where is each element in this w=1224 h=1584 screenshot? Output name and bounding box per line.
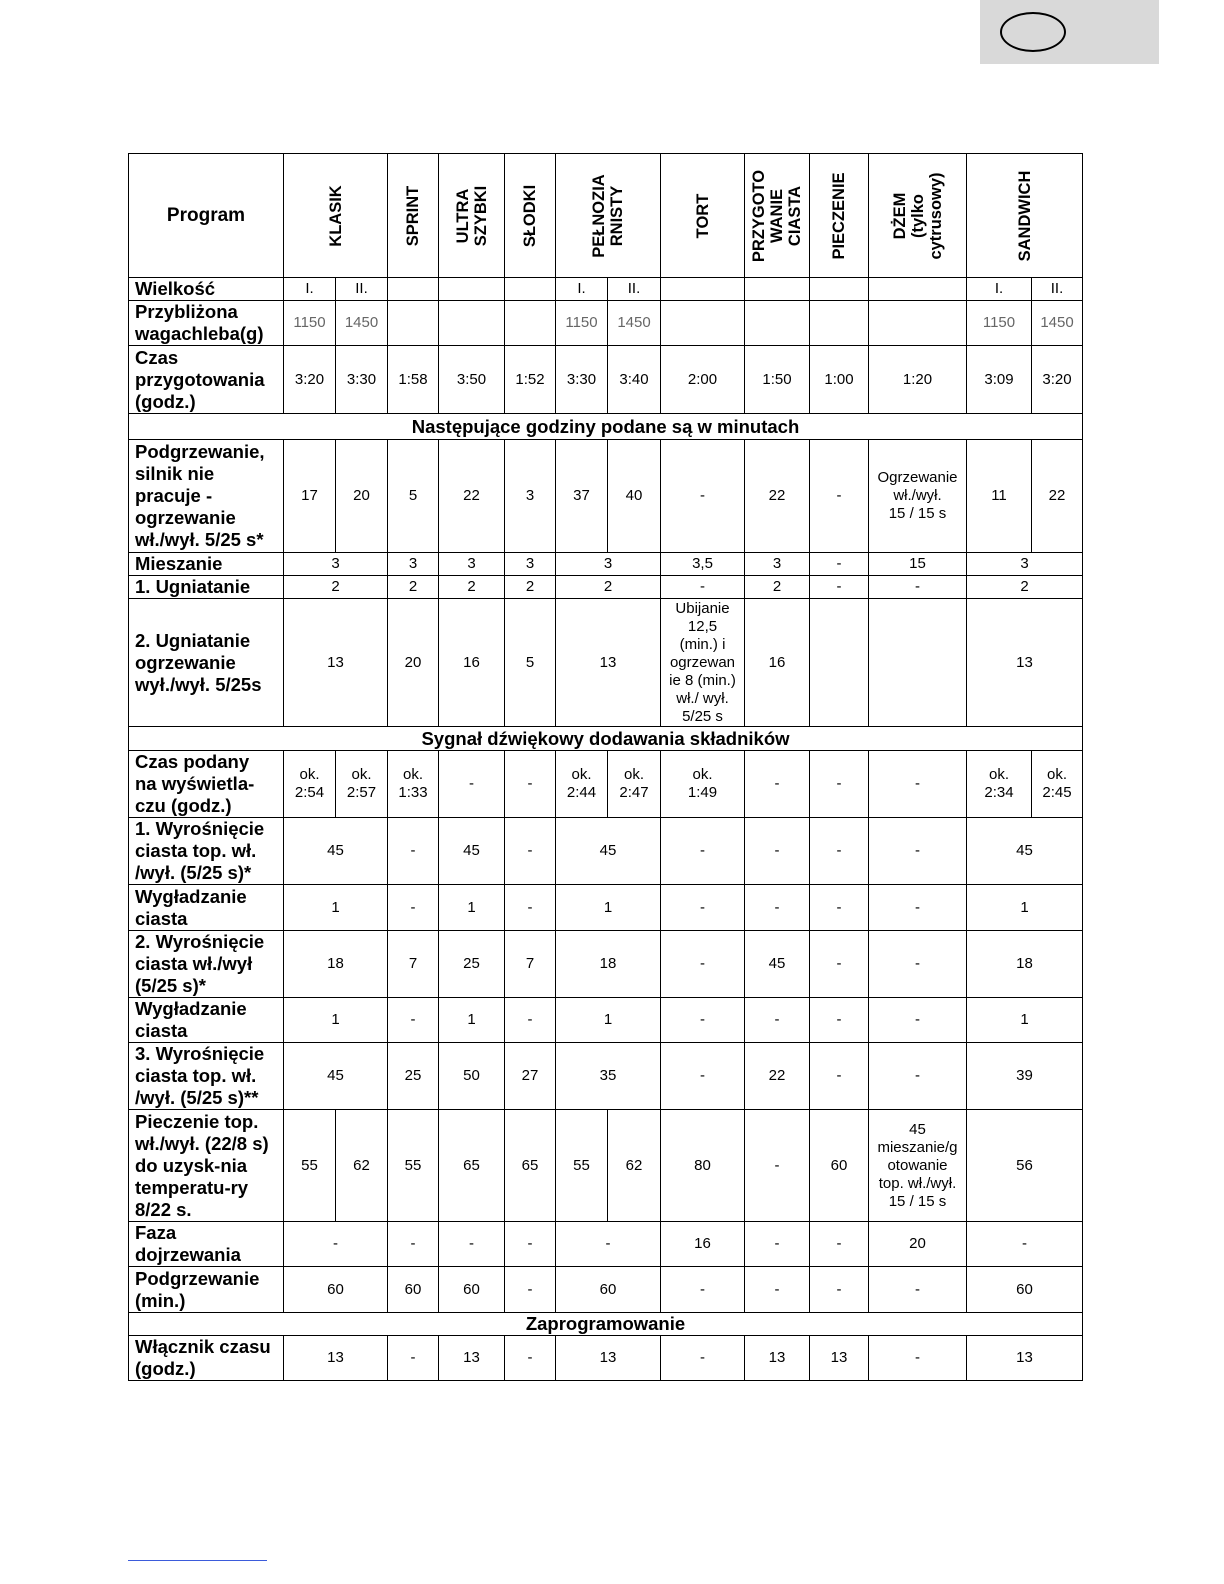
table-cell: 11 xyxy=(967,440,1032,553)
table-cell xyxy=(810,278,869,301)
table-cell: 60 xyxy=(810,1110,869,1222)
table-cell xyxy=(869,599,967,727)
table-cell: Ogrzewanie wł./wył. 15 / 15 s xyxy=(869,440,967,553)
program-header-klasik: KLASIK xyxy=(284,154,388,278)
program-header-tort: TORT xyxy=(661,154,745,278)
table-cell: 60 xyxy=(967,1267,1083,1313)
table-cell xyxy=(745,278,810,301)
table-cell xyxy=(810,599,869,727)
table-cell: 45 xyxy=(967,818,1083,885)
table-cell: 55 xyxy=(556,1110,608,1222)
table-cell: II. xyxy=(336,278,388,301)
table-cell: 2 xyxy=(556,576,661,599)
table-cell: 3 xyxy=(284,553,388,576)
table-cell: 1 xyxy=(284,998,388,1043)
table-cell: 16 xyxy=(439,599,505,727)
table-cell: 62 xyxy=(608,1110,661,1222)
table-cell: ok. 2:34 xyxy=(967,751,1032,818)
program-header-ultra-szybki: ULTRA SZYBKI xyxy=(439,154,505,278)
table-cell: 3 xyxy=(556,553,661,576)
table-cell: 1 xyxy=(967,885,1083,931)
table-cell: 13 xyxy=(439,1336,505,1381)
table-cell: - xyxy=(869,1336,967,1381)
table-cell: - xyxy=(505,751,556,818)
table-cell: 80 xyxy=(661,1110,745,1222)
table-cell: 1 xyxy=(967,998,1083,1043)
table-cell: 18 xyxy=(556,931,661,998)
table-cell: 45 xyxy=(284,1043,388,1110)
table-cell: ok. 1:33 xyxy=(388,751,439,818)
table-cell: 13 xyxy=(556,599,661,727)
table-cell: 1:58 xyxy=(388,346,439,414)
table-cell: - xyxy=(388,998,439,1043)
row-label: Przybliżona wagachleba(g) xyxy=(129,301,284,346)
table-row xyxy=(129,1336,1083,1381)
table-row xyxy=(129,751,1083,818)
table-cell: 1:20 xyxy=(869,346,967,414)
table-cell: 45 mieszanie/g otowanie top. wł./wył. 15 / 15 s xyxy=(869,1110,967,1222)
table-cell: 27 xyxy=(505,1043,556,1110)
table-cell: - xyxy=(967,1222,1083,1267)
table-cell: I. xyxy=(284,278,336,301)
table-cell: - xyxy=(869,751,967,818)
table-cell: 13 xyxy=(556,1336,661,1381)
table-cell: 2 xyxy=(439,576,505,599)
table-cell: 22 xyxy=(439,440,505,553)
table-cell xyxy=(745,301,810,346)
table-row xyxy=(129,346,1083,414)
table-cell: - xyxy=(810,576,869,599)
row-label: Podgrzewanie, silnik nie pracuje - ogrzewanie wł./wył. 5/25 s* xyxy=(129,440,284,553)
table-cell: 45 xyxy=(439,818,505,885)
language-oval-icon xyxy=(1000,12,1066,52)
row-label: Czas przygotowania (godz.) xyxy=(129,346,284,414)
table-cell: - xyxy=(745,751,810,818)
table-cell: 1450 xyxy=(1032,301,1083,346)
section-title: Sygnał dźwiękowy dodawania składników xyxy=(129,727,1083,751)
section-title: Następujące godziny podane są w minutach xyxy=(129,414,1083,440)
table-cell: - xyxy=(745,1267,810,1313)
table-row xyxy=(129,301,1083,346)
table-row xyxy=(129,553,1083,576)
table-cell: 3:20 xyxy=(1032,346,1083,414)
table-cell: 60 xyxy=(439,1267,505,1313)
table-cell: 13 xyxy=(284,599,388,727)
table-cell: - xyxy=(745,885,810,931)
table-cell: 17 xyxy=(284,440,336,553)
table-cell: 7 xyxy=(505,931,556,998)
table-cell: 62 xyxy=(336,1110,388,1222)
table-cell: - xyxy=(869,576,967,599)
row-label: 3. Wyrośnięcie ciasta top. wł. /wył. (5/25 s)** xyxy=(129,1043,284,1110)
table-row xyxy=(129,599,1083,727)
row-label: Pieczenie top. wł./wył. (22/8 s) do uzysk-nia temperatu-ry 8/22 s. xyxy=(129,1110,284,1222)
table-cell: - xyxy=(869,818,967,885)
table-cell: - xyxy=(505,1336,556,1381)
table-cell: - xyxy=(745,1222,810,1267)
table-cell: - xyxy=(439,751,505,818)
table-cell: 13 xyxy=(967,599,1083,727)
table-cell: 3:09 xyxy=(967,346,1032,414)
table-cell: - xyxy=(869,1267,967,1313)
language-tab xyxy=(980,0,1159,64)
table-cell xyxy=(505,278,556,301)
table-cell: 39 xyxy=(967,1043,1083,1110)
table-row xyxy=(129,278,1083,301)
table-cell xyxy=(661,278,745,301)
table-cell: - xyxy=(505,885,556,931)
table-cell: 3:20 xyxy=(284,346,336,414)
table-cell: 55 xyxy=(388,1110,439,1222)
table-cell: 40 xyxy=(608,440,661,553)
row-label: Wygładzanie ciasta xyxy=(129,885,284,931)
program-header-sandwich: SANDWICH xyxy=(967,154,1083,278)
table-cell: 1 xyxy=(556,885,661,931)
row-label: Wielkość xyxy=(129,278,284,301)
table-cell xyxy=(869,278,967,301)
row-label: Podgrzewanie (min.) xyxy=(129,1267,284,1313)
table-cell: - xyxy=(661,1336,745,1381)
table-cell: II. xyxy=(608,278,661,301)
table-cell: - xyxy=(810,998,869,1043)
table-row xyxy=(129,885,1083,931)
table-cell: 15 xyxy=(869,553,967,576)
program-header-przygotowanie-ciasta: PRZYGOTO WANIE CIASTA xyxy=(745,154,810,278)
table-cell: II. xyxy=(1032,278,1083,301)
table-cell: 1:00 xyxy=(810,346,869,414)
table-cell: 13 xyxy=(967,1336,1083,1381)
table-cell: 16 xyxy=(661,1222,745,1267)
table-cell: 65 xyxy=(439,1110,505,1222)
row-label: 2. Wyrośnięcie ciasta wł./wył (5/25 s)* xyxy=(129,931,284,998)
section-row xyxy=(129,414,1083,440)
program-header-sprint: SPRINT xyxy=(388,154,439,278)
table-cell xyxy=(505,301,556,346)
table-cell: 25 xyxy=(439,931,505,998)
table-cell: 35 xyxy=(556,1043,661,1110)
table-cell: - xyxy=(810,553,869,576)
table-cell: 2 xyxy=(388,576,439,599)
table-cell: - xyxy=(810,751,869,818)
table-cell: 13 xyxy=(284,1336,388,1381)
row-label: Faza dojrzewania xyxy=(129,1222,284,1267)
row-label: 1. Wyrośnięcie ciasta top. wł. /wył. (5/25 s)* xyxy=(129,818,284,885)
table-cell: - xyxy=(869,998,967,1043)
table-cell: 1 xyxy=(556,998,661,1043)
table-cell: - xyxy=(661,818,745,885)
row-label: Wygładzanie ciasta xyxy=(129,998,284,1043)
table-cell: 25 xyxy=(388,1043,439,1110)
table-cell: 60 xyxy=(284,1267,388,1313)
table-cell: 3 xyxy=(505,553,556,576)
table-cell: 2 xyxy=(284,576,388,599)
table-cell: 45 xyxy=(284,818,388,885)
table-cell: ok. 2:54 xyxy=(284,751,336,818)
table-cell xyxy=(388,278,439,301)
table-cell: - xyxy=(869,931,967,998)
table-cell: - xyxy=(661,1043,745,1110)
table-cell: - xyxy=(505,818,556,885)
program-header-slodki: SŁODKI xyxy=(505,154,556,278)
table-cell: I. xyxy=(967,278,1032,301)
table-cell: ok. 2:47 xyxy=(608,751,661,818)
table-cell: 3:50 xyxy=(439,346,505,414)
table-cell: - xyxy=(810,1222,869,1267)
table-cell: 2 xyxy=(745,576,810,599)
table-cell: 20 xyxy=(388,599,439,727)
table-cell: 1 xyxy=(439,885,505,931)
table-cell: - xyxy=(745,1110,810,1222)
table-row xyxy=(129,1043,1083,1110)
table-cell: 56 xyxy=(967,1110,1083,1222)
table-cell: 1:50 xyxy=(745,346,810,414)
table-cell: - xyxy=(388,885,439,931)
table-cell: 13 xyxy=(810,1336,869,1381)
table-cell: 3 xyxy=(388,553,439,576)
table-cell: 3:30 xyxy=(336,346,388,414)
table-cell: - xyxy=(661,1267,745,1313)
section-title: Zaprogramowanie xyxy=(129,1313,1083,1336)
table-cell xyxy=(388,301,439,346)
row-label: 1. Ugniatanie xyxy=(129,576,284,599)
table-cell xyxy=(439,278,505,301)
table-row xyxy=(129,818,1083,885)
table-cell: Ubijanie 12,5 (min.) i ogrzewan ie 8 (min.) wł./ wył. 5/25 s xyxy=(661,599,745,727)
table-cell: 2 xyxy=(967,576,1083,599)
table-cell: - xyxy=(388,818,439,885)
table-cell: - xyxy=(661,576,745,599)
table-cell: 1450 xyxy=(608,301,661,346)
program-table xyxy=(128,153,1083,1381)
table-cell: 22 xyxy=(745,1043,810,1110)
table-cell: 45 xyxy=(745,931,810,998)
table-cell: 22 xyxy=(745,440,810,553)
table-cell: 20 xyxy=(869,1222,967,1267)
program-header-dzem: DŻEM (tylko cytrusowy) xyxy=(869,154,967,278)
table-cell: ok. 2:45 xyxy=(1032,751,1083,818)
table-cell: 1150 xyxy=(556,301,608,346)
table-cell: - xyxy=(745,998,810,1043)
table-cell: ok. 2:44 xyxy=(556,751,608,818)
table-cell: 45 xyxy=(556,818,661,885)
table-cell: 22 xyxy=(1032,440,1083,553)
table-cell xyxy=(439,301,505,346)
table-cell: 60 xyxy=(388,1267,439,1313)
table-row xyxy=(129,1267,1083,1313)
table-cell: 18 xyxy=(284,931,388,998)
table-cell: - xyxy=(661,998,745,1043)
table-cell: 5 xyxy=(388,440,439,553)
table-cell: 37 xyxy=(556,440,608,553)
table-cell: 5 xyxy=(505,599,556,727)
table-cell: 3:40 xyxy=(608,346,661,414)
table-cell xyxy=(661,301,745,346)
table-cell: - xyxy=(810,1267,869,1313)
table-cell: 1 xyxy=(284,885,388,931)
program-header-pieczenie: PIECZENIE xyxy=(810,154,869,278)
row-label: Włącznik czasu (godz.) xyxy=(129,1336,284,1381)
table-cell: 50 xyxy=(439,1043,505,1110)
table-cell: - xyxy=(810,885,869,931)
table-cell: I. xyxy=(556,278,608,301)
table-cell: ok. 1:49 xyxy=(661,751,745,818)
table-cell xyxy=(869,301,967,346)
section-row xyxy=(129,1313,1083,1336)
table-cell: - xyxy=(810,818,869,885)
table-cell: ok. 2:57 xyxy=(336,751,388,818)
table-cell: - xyxy=(869,885,967,931)
table-cell: - xyxy=(869,1043,967,1110)
table-cell: - xyxy=(505,1222,556,1267)
table-row xyxy=(129,931,1083,998)
table-row xyxy=(129,1222,1083,1267)
table-cell: - xyxy=(556,1222,661,1267)
table-row xyxy=(129,998,1083,1043)
table-cell: 1 xyxy=(439,998,505,1043)
table-cell: 60 xyxy=(556,1267,661,1313)
table-cell: 13 xyxy=(745,1336,810,1381)
footer-rule xyxy=(128,1560,267,1561)
table-cell: - xyxy=(284,1222,388,1267)
table-cell: 16 xyxy=(745,599,810,727)
program-table-container xyxy=(128,153,1083,1381)
program-header-pelnoziarnisty: PEŁNOZIA RNISTY xyxy=(556,154,661,278)
row-label: 2. Ugniatanie ogrzewanie wył./wył. 5/25s xyxy=(129,599,284,727)
table-cell: - xyxy=(810,931,869,998)
table-cell: 55 xyxy=(284,1110,336,1222)
table-cell: 3 xyxy=(967,553,1083,576)
table-cell: - xyxy=(388,1222,439,1267)
table-cell: - xyxy=(810,1043,869,1110)
table-cell: 2 xyxy=(505,576,556,599)
table-cell: 7 xyxy=(388,931,439,998)
table-cell: - xyxy=(745,818,810,885)
section-row xyxy=(129,727,1083,751)
table-row xyxy=(129,1110,1083,1222)
table-cell: - xyxy=(505,1267,556,1313)
table-cell: 20 xyxy=(336,440,388,553)
header-row xyxy=(129,154,1083,278)
table-cell: 3 xyxy=(505,440,556,553)
table-cell: 3:30 xyxy=(556,346,608,414)
table-cell: 1150 xyxy=(284,301,336,346)
program-label: Program xyxy=(129,154,284,278)
row-label: Czas podany na wyświetla- czu (godz.) xyxy=(129,751,284,818)
table-cell: 3 xyxy=(439,553,505,576)
table-row xyxy=(129,440,1083,553)
table-cell: 65 xyxy=(505,1110,556,1222)
table-cell: - xyxy=(661,885,745,931)
table-cell: - xyxy=(661,931,745,998)
table-row xyxy=(129,576,1083,599)
table-cell: 3,5 xyxy=(661,553,745,576)
table-cell: 2:00 xyxy=(661,346,745,414)
table-cell: - xyxy=(505,998,556,1043)
table-cell: 1450 xyxy=(336,301,388,346)
table-cell xyxy=(810,301,869,346)
table-cell: - xyxy=(661,440,745,553)
table-cell: 3 xyxy=(745,553,810,576)
table-cell: - xyxy=(810,440,869,553)
table-cell: 18 xyxy=(967,931,1083,998)
table-cell: 1:52 xyxy=(505,346,556,414)
table-cell: 1150 xyxy=(967,301,1032,346)
row-label: Mieszanie xyxy=(129,553,284,576)
table-cell: - xyxy=(439,1222,505,1267)
table-cell: - xyxy=(388,1336,439,1381)
